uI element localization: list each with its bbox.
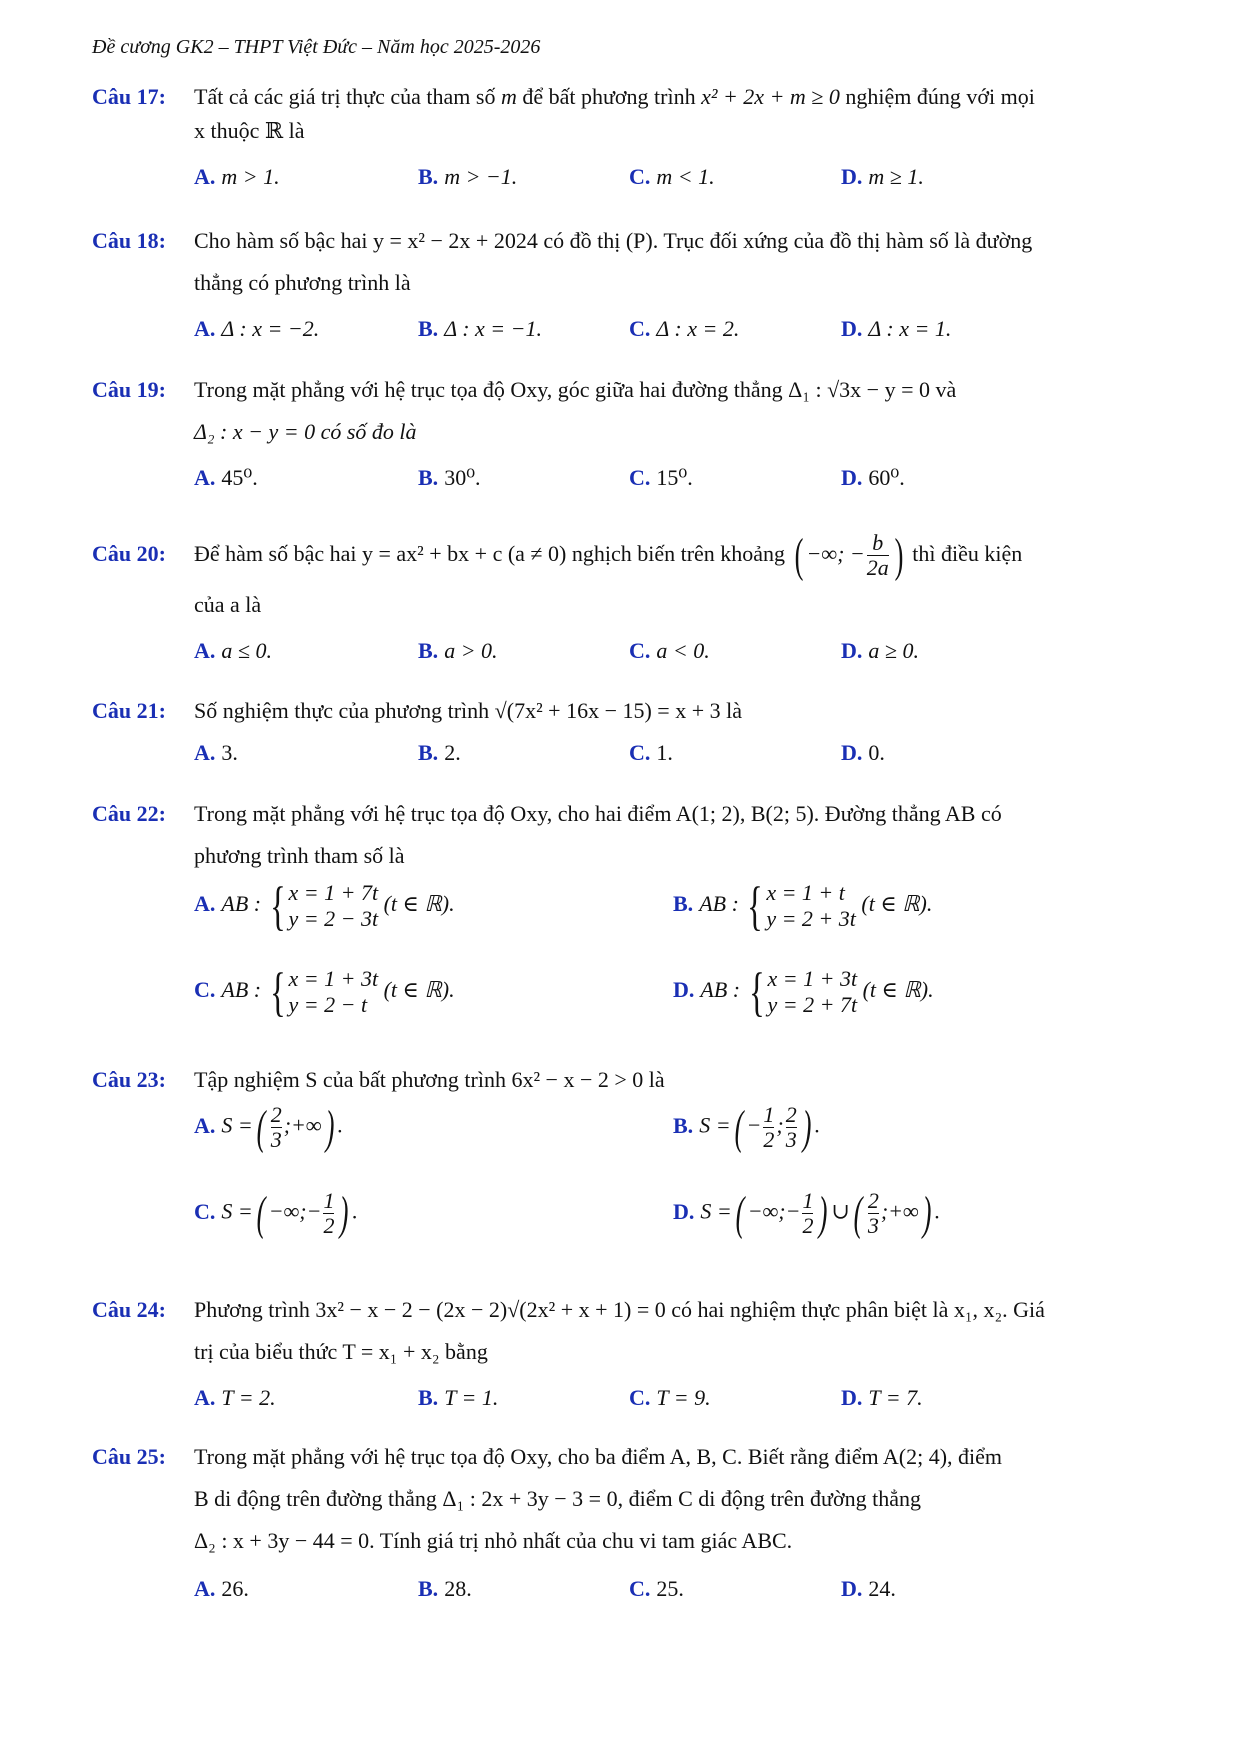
- question-stem: Để hàm số bậc hai y = ax² + bx + c (a ≠ 0) nghịch biến trên khoảng ( −∞; − $\frac{b}{2a}$ ) thì điều kiện: [194, 528, 1023, 582]
- option-c[interactable]: C. AB : { x = 1 + 3t y = 2 − t (t ∈ ℝ).: [194, 962, 455, 1022]
- option-b[interactable]: B. Δ : x = −1.: [418, 316, 542, 341]
- option-b[interactable]: B. m > −1.: [418, 164, 518, 189]
- question-stem-cont: trị của biểu thức T = x₁ + x₂ bằng: [194, 1339, 488, 1364]
- question-18: [92, 224, 1152, 346]
- option-d[interactable]: D. T = 7.: [841, 1385, 923, 1410]
- option-c[interactable]: C. Δ : x = 2.: [629, 316, 740, 341]
- option-c[interactable]: C. 15⁰.: [629, 465, 693, 490]
- question-20: [92, 524, 1152, 668]
- question-24: [92, 1293, 1152, 1415]
- question-stem: Số nghiệm thực của phương trình √(7x² + 16x − 15) = x + 3 là: [194, 698, 742, 723]
- option-a[interactable]: A. AB : { x = 1 + 7t y = 2 − 3t (t ∈ ℝ).: [194, 876, 455, 936]
- option-d[interactable]: D. m ≥ 1.: [841, 164, 924, 189]
- option-c[interactable]: C. 25.: [629, 1576, 684, 1601]
- option-c[interactable]: C. T = 9.: [629, 1385, 711, 1410]
- option-b[interactable]: B. a > 0.: [418, 638, 498, 663]
- question-stem-cont: x thuộc ℝ là: [194, 118, 305, 143]
- question-stem: Trong mặt phẳng với hệ trục tọa độ Oxy, cho ba điểm A, B, C. Biết rằng điểm A(2; 4), điểm: [194, 1444, 1003, 1469]
- option-a[interactable]: A. 26.: [194, 1576, 249, 1601]
- option-d[interactable]: D. 60⁰.: [841, 465, 905, 490]
- question-stem: Trong mặt phẳng với hệ trục tọa độ Oxy, cho hai điểm A(1; 2), B(2; 5). Đường thẳng AB có: [194, 801, 1002, 826]
- option-d[interactable]: D. Δ : x = 1.: [841, 316, 952, 341]
- option-d[interactable]: D. AB : { x = 1 + 3t y = 2 + 7t (t ∈ ℝ).: [673, 962, 934, 1022]
- question-stem-cont: Δ₂ : x + 3y − 44 = 0. Tính giá trị nhỏ nhất của chu vi tam giác ABC.: [194, 1528, 793, 1553]
- question-number: Câu 22:: [92, 801, 166, 826]
- option-b[interactable]: B. 28.: [418, 1576, 472, 1601]
- question-stem: Tập nghiệm S của bất phương trình 6x² − x − 2 > 0 là: [194, 1067, 665, 1092]
- option-a[interactable]: A. S =( $\frac{2}{3}$ ;+∞) .: [194, 1100, 344, 1154]
- question-number: Câu 17:: [92, 84, 166, 109]
- option-c[interactable]: C. a < 0.: [629, 638, 710, 663]
- question-stem: Tất cả các giá trị thực của tham số m để bất phương trình x² + 2x + m ≥ 0 nghiệm đúng với mọi: [194, 84, 1035, 109]
- option-b[interactable]: B. 2.: [418, 740, 461, 765]
- question-number: Câu 18:: [92, 228, 166, 253]
- question-number: Câu 23:: [92, 1067, 166, 1092]
- option-a[interactable]: A. m > 1.: [194, 164, 280, 189]
- question-number: Câu 25:: [92, 1444, 166, 1469]
- option-a[interactable]: A. 45⁰.: [194, 465, 258, 490]
- option-a[interactable]: A. Δ : x = −2.: [194, 316, 320, 341]
- option-b[interactable]: B. AB : { x = 1 + t y = 2 + 3t (t ∈ ℝ).: [673, 876, 933, 936]
- option-b[interactable]: B. T = 1.: [418, 1385, 499, 1410]
- question-stem-cont: Δ₂ : x − y = 0 có số đo là: [194, 419, 417, 444]
- option-b[interactable]: B. S =( − $\frac{1}{2}$ ; $\frac{2}{3}$ ) .: [673, 1100, 821, 1154]
- option-d[interactable]: D. S =( −∞;− $\frac{1}{2}$ ) ∪( $\frac{2}{3}$ ;+∞) .: [673, 1186, 941, 1240]
- option-d[interactable]: D. 0.: [841, 740, 885, 765]
- question-stem: Phương trình 3x² − x − 2 − (2x − 2)√(2x² + x + 1) = 0 có hai nghiệm thực phân biệt là x₁, x₂. Giá: [194, 1297, 1045, 1322]
- option-b[interactable]: B. 30⁰.: [418, 465, 481, 490]
- option-d[interactable]: D. a ≥ 0.: [841, 638, 919, 663]
- question-stem-cont: B di động trên đường thẳng Δ₁ : 2x + 3y − 3 = 0, điểm C di động trên đường thẳng: [194, 1486, 921, 1511]
- option-c[interactable]: C. m < 1.: [629, 164, 715, 189]
- question-number: Câu 24:: [92, 1297, 166, 1322]
- option-c[interactable]: C. 1.: [629, 740, 673, 765]
- question-number: Câu 20:: [92, 541, 166, 566]
- question-number: Câu 21:: [92, 698, 166, 723]
- question-21: [92, 694, 1152, 770]
- question-19: [92, 373, 1152, 495]
- question-22: [92, 797, 1152, 1029]
- question-number: Câu 19:: [92, 377, 166, 402]
- option-c[interactable]: C. S =( −∞;− $\frac{1}{2}$ ) .: [194, 1186, 358, 1240]
- question-23: [92, 1063, 1152, 1249]
- option-a[interactable]: A. T = 2.: [194, 1385, 276, 1410]
- question-stem-cont: phương trình tham số là: [194, 843, 405, 868]
- option-a[interactable]: A. a ≤ 0.: [194, 638, 272, 663]
- question-17: [92, 80, 1152, 194]
- question-stem-cont: thẳng có phương trình là: [194, 270, 411, 295]
- option-d[interactable]: D. 24.: [841, 1576, 896, 1601]
- question-25: [92, 1440, 1152, 1606]
- question-stem: Cho hàm số bậc hai y = x² − 2x + 2024 có đồ thị (P). Trục đối xứng của đồ thị hàm số là đường: [194, 228, 1033, 253]
- option-a[interactable]: A. 3.: [194, 740, 238, 765]
- question-stem: Trong mặt phẳng với hệ trục tọa độ Oxy, góc giữa hai đường thẳng Δ₁ : √3x − y = 0 và: [194, 377, 957, 402]
- question-stem-cont: của a là: [194, 592, 262, 617]
- page-header: Đề cương GK2 – THPT Việt Đức – Năm học 2025-2026: [92, 36, 541, 58]
